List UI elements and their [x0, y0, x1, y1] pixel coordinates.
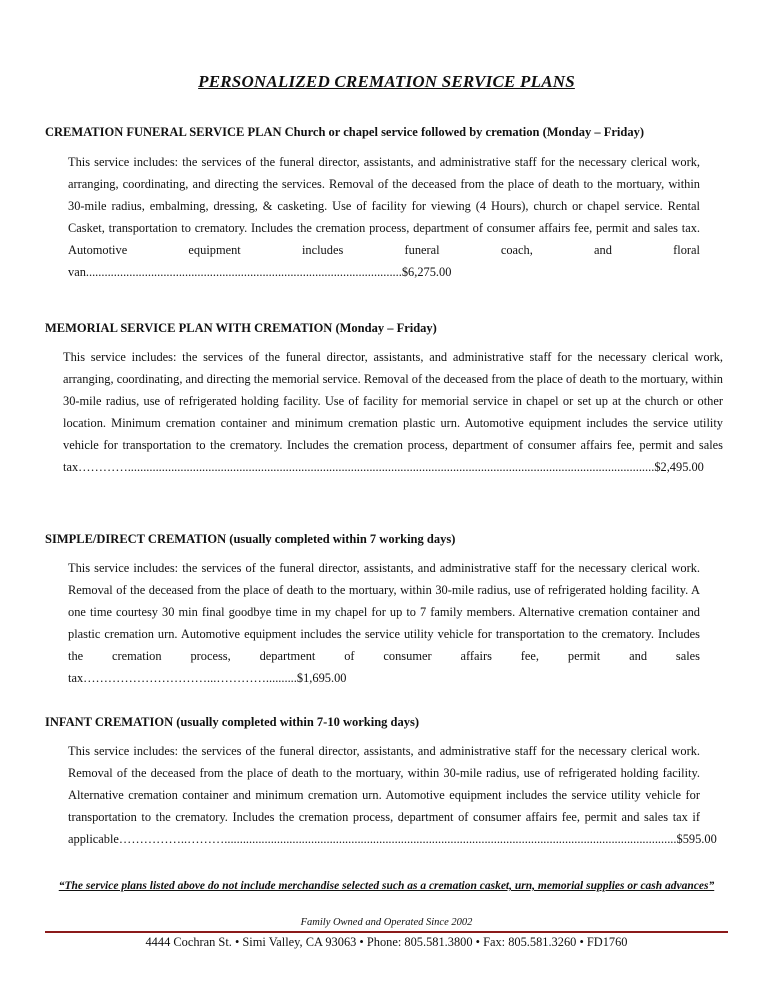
plan-price: $2,495.00: [654, 460, 704, 474]
plan-name: MEMORIAL SERVICE PLAN WITH CREMATION (Monday – Friday): [45, 321, 437, 335]
plan-description-infant: [68, 740, 717, 850]
plan-price: $595.00: [676, 832, 717, 846]
price-leader: ……………..………..................................................................................................................................................: [118, 832, 677, 846]
plan-heading-cremation-funeral: [45, 125, 644, 140]
plan-description-simple-direct: [68, 557, 700, 685]
plan-heading-memorial: [45, 321, 437, 336]
plan-subtitle: (usually completed within 7-10 working days): [176, 715, 419, 729]
price-leader: ......................................................................................................: [85, 265, 402, 279]
plan-heading-simple-direct: [45, 532, 455, 547]
footer-divider: [45, 931, 728, 933]
plan-description-text: This service includes: the services of the funeral director, assistants, and administrative staff for the necessary clerical work. Removal of the deceased from the place of death to the mortuary, within 30-mile radius, use of refrigerated holding facility. Alternative cremation container and minimum cremation urn. Automotive equipment includes the service utility vehicle for transportation to the crematory. Includes the cremation process, department of consumer affairs fee, permit and sales tax if applicable: [68, 744, 700, 846]
plan-heading-infant: [45, 715, 419, 730]
plan-description-memorial: [63, 346, 723, 478]
plan-price: $1,695.00: [296, 671, 347, 685]
disclaimer: “The service plans listed above do not include merchandise selected such as a cremation casket, urn, memorial supplies or cash advances”: [58, 880, 715, 892]
plan-price: $6,275.00: [401, 265, 452, 279]
page-title: PERSONALIZED CREMATION SERVICE PLANS: [198, 72, 575, 91]
plan-description-text: This service includes: the services of the funeral director, assistants, and administrative staff for the necessary clerical work, arranging, coordinating, and directing the services. Removal of the deceased from the place of death to the mortuary, within 30-mile radius, embalming, dressing, & casketing. Use of facility for viewing (4 Hours), church or chapel service. Rental Casket, transportation to crematory. Includes the cremation process, department of consumer affairs fee, permit and sales tax. Automotive equipment includes funeral coach, and floral van: [68, 155, 700, 279]
plan-description-text: This service includes: the services of the funeral director, assistants, and administrative staff for the necessary clerical work, arranging, coordinating, and directing the memorial service. Removal of the deceased from the place of death to the mortuary, within 30-mile radius, use of refrigerated holding facility. Use of facility for memorial service in chapel or set up at the church or other location. Minimum cremation container and minimum cremation plastic urn. Automotive equipment includes the service utility vehicle for transportation to the crematory. Includes the cremation process, department of consumer affairs fee, permit and sales tax: [63, 350, 723, 474]
plan-subtitle: Church or chapel service followed by cremation (Monday – Friday): [284, 125, 644, 139]
footer-contact: 4444 Cochran St. • Simi Valley, CA 93063 • Phone: 805.581.3800 • Fax: 805.581.3260 • FD1760: [145, 935, 628, 949]
footer-tagline: Family Owned and Operated Since 2002: [300, 917, 473, 928]
plan-name: SIMPLE/DIRECT CREMATION: [45, 532, 227, 546]
plan-subtitle: (usually completed within 7 working days): [229, 532, 456, 546]
plan-name: CREMATION FUNERAL SERVICE PLAN: [45, 125, 282, 139]
plan-name: INFANT CREMATION: [45, 715, 174, 729]
plan-description-cremation-funeral: [68, 151, 700, 279]
price-leader: …………..........................................................................................................................................................................: [78, 460, 655, 474]
price-leader: …………………………...…………..........: [83, 671, 297, 685]
plan-description-text: This service includes: the services of the funeral director, assistants, and administrative staff for the necessary clerical work. Removal of the deceased from the place of death to the mortuary, within 30-mile radius, use of refrigerated holding facility. A one time courtesy 30 min final goodbye time in my chapel for up to 7 family members. Alternative cremation container and plastic cremation urn. Automotive equipment includes the service utility vehicle for transportation to the crematory. Includes the cremation process, department of consumer affairs fee, permit and sales tax: [68, 561, 700, 685]
